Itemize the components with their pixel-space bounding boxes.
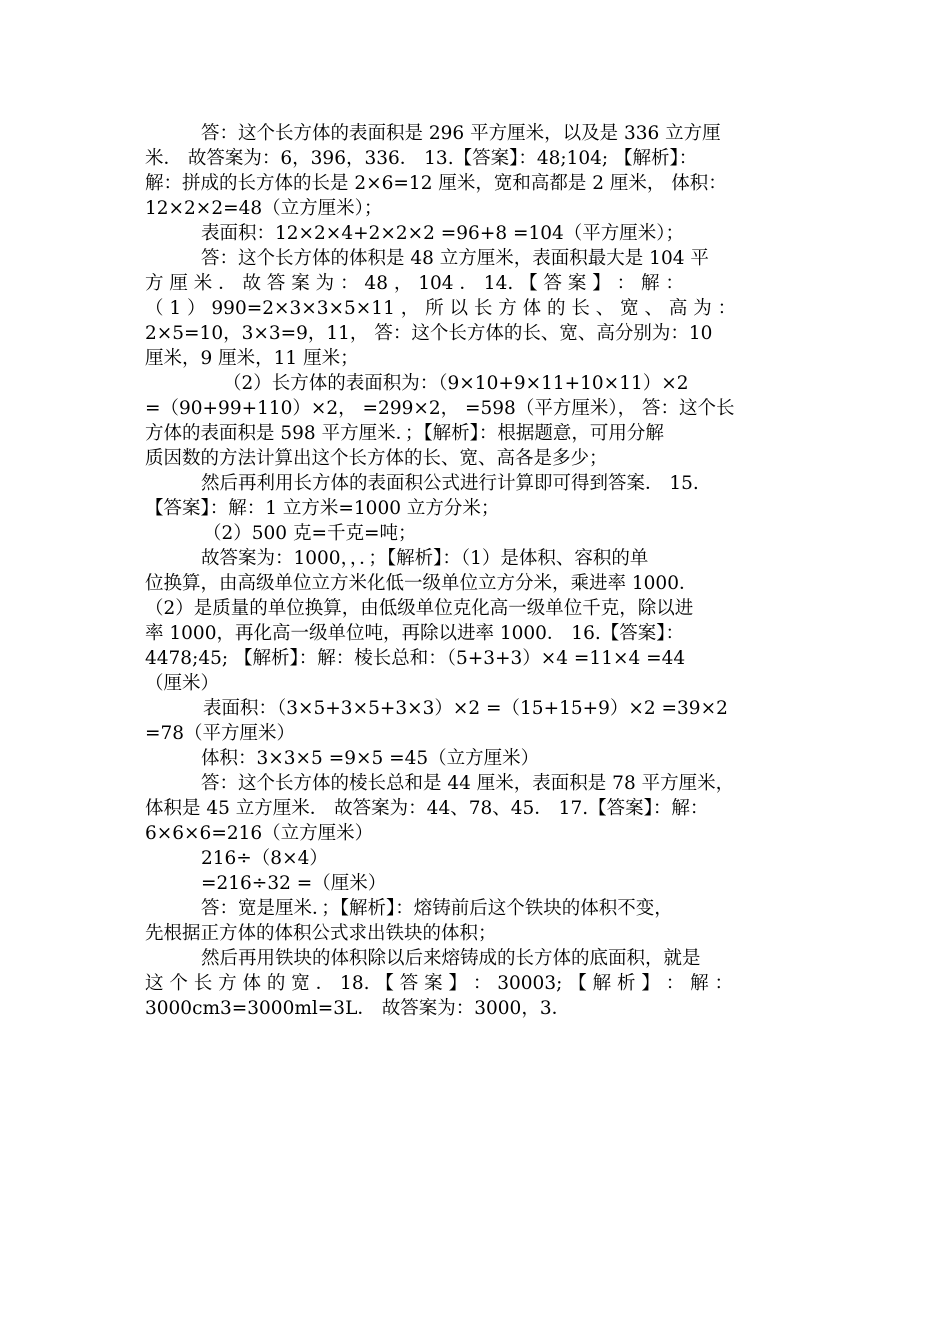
text-line: 表面积：（3×5+3×5+3×3）×2 =（15+15+9）×2 =39×2 <box>203 698 728 719</box>
text-line: 先根据正方体的体积公式求出铁块的体积； <box>145 923 497 944</box>
text-line: 4478;45; 【解析】：解：棱长总和：（5+3+3）×4 =11×4 =44 <box>145 648 686 669</box>
text-line: （ 1 ） 990=2×3×3×5×11 ， 所 以 长 方 体 的 长 、 宽 、 高 为 ： <box>145 298 737 319</box>
text-line: （2）是质量的单位换算，由低级单位克化高一级单位千克，除以进 <box>145 598 694 619</box>
text-line: 然后再利用长方体的表面积公式进行计算即可得到答案． 15. <box>201 473 699 494</box>
text-line: 质因数的方法计算出这个长方体的长、宽、高各是多少； <box>145 448 608 469</box>
text-line: 厘米，9 厘米，11 厘米； <box>145 348 359 369</box>
text-line: （2）长方体的表面积为：（9×10+9×11+10×11）×2 <box>223 373 689 394</box>
text-line: 12×2×2=48（立方厘米）； <box>145 198 383 219</box>
text-line: =78（平方厘米） <box>145 723 296 744</box>
text-line: 2×5=10，3×3=9，11， 答：这个长方体的长、宽、高分别为：10 <box>145 323 713 344</box>
text-line: 体积是 45 立方厘米． 故答案为：44、78、45． 17.【答案】：解： <box>145 798 709 819</box>
text-line: 【答案】：解：1 立方米=1000 立方分米； <box>145 498 500 519</box>
text-line: 答：宽是厘米．；【解析】：熔铸前后这个铁块的体积不变， <box>201 898 673 919</box>
text-line: 米． 故答案为：6，396，336． 13.【答案】：48;104; 【解析】： <box>145 148 698 169</box>
text-line: 方 厘 米 ． 故 答 案 为 ： 48 ， 104 ． 14. 【 答 案 】 ： 解 ： <box>145 273 684 294</box>
text-line: 答：这个长方体的体积是 48 立方厘米，表面积最大是 104 平 <box>201 248 709 269</box>
text-line: =216÷32 =（厘米） <box>201 873 387 894</box>
text-line: （2）500 克=千克=吨； <box>203 523 417 544</box>
text-line: 答：这个长方体的棱长总和是 44 厘米，表面积是 78 平方厘米， <box>201 773 735 794</box>
text-line: 答：这个长方体的表面积是 296 平方厘米，以及是 336 立方厘 <box>201 123 721 144</box>
text-line: 然后再用铁块的体积除以后来熔铸成的长方体的底面积，就是 <box>201 948 701 969</box>
text-line: 率 1000，再化高一级单位吨，再除以进率 1000． 16.【答案】： <box>145 623 684 644</box>
text-line: 方体的表面积是 598 平方厘米．；【解析】：根据题意，可用分解 <box>145 423 664 444</box>
text-line: 位换算，由高级单位立方米化低一级单位立方分米，乘进率 1000． <box>145 573 698 594</box>
text-line: 3000cm3=3000ml=3L． 故答案为：3000，3． <box>145 998 571 1019</box>
document-body <box>145 121 810 1021</box>
text-line: 表面积：12×2×4+2×2×2 =96+8 =104（平方厘米）； <box>201 223 685 244</box>
text-line: 故答案为：1000，，．；【解析】：（1）是体积、容积的单 <box>201 548 649 569</box>
text-line: =（90+99+110）×2， =299×2， =598（平方厘米）， 答：这个长 <box>145 398 735 419</box>
text-line: 体积：3×3×5 =9×5 =45（立方厘米） <box>201 748 540 769</box>
text-line: （厘米） <box>145 673 220 694</box>
text-line: 6×6×6=216（立方厘米） <box>145 823 374 844</box>
text-line: 解：拼成的长方体的长是 2×6=12 厘米，宽和高都是 2 厘米， 体积： <box>145 173 727 194</box>
text-line: 216÷（8×4） <box>201 848 328 869</box>
text-line: 这 个 长 方 体 的 宽 ． 18. 【 答 案 】 ： 30003; 【 解 析 】 ： 解 ： <box>145 973 734 994</box>
